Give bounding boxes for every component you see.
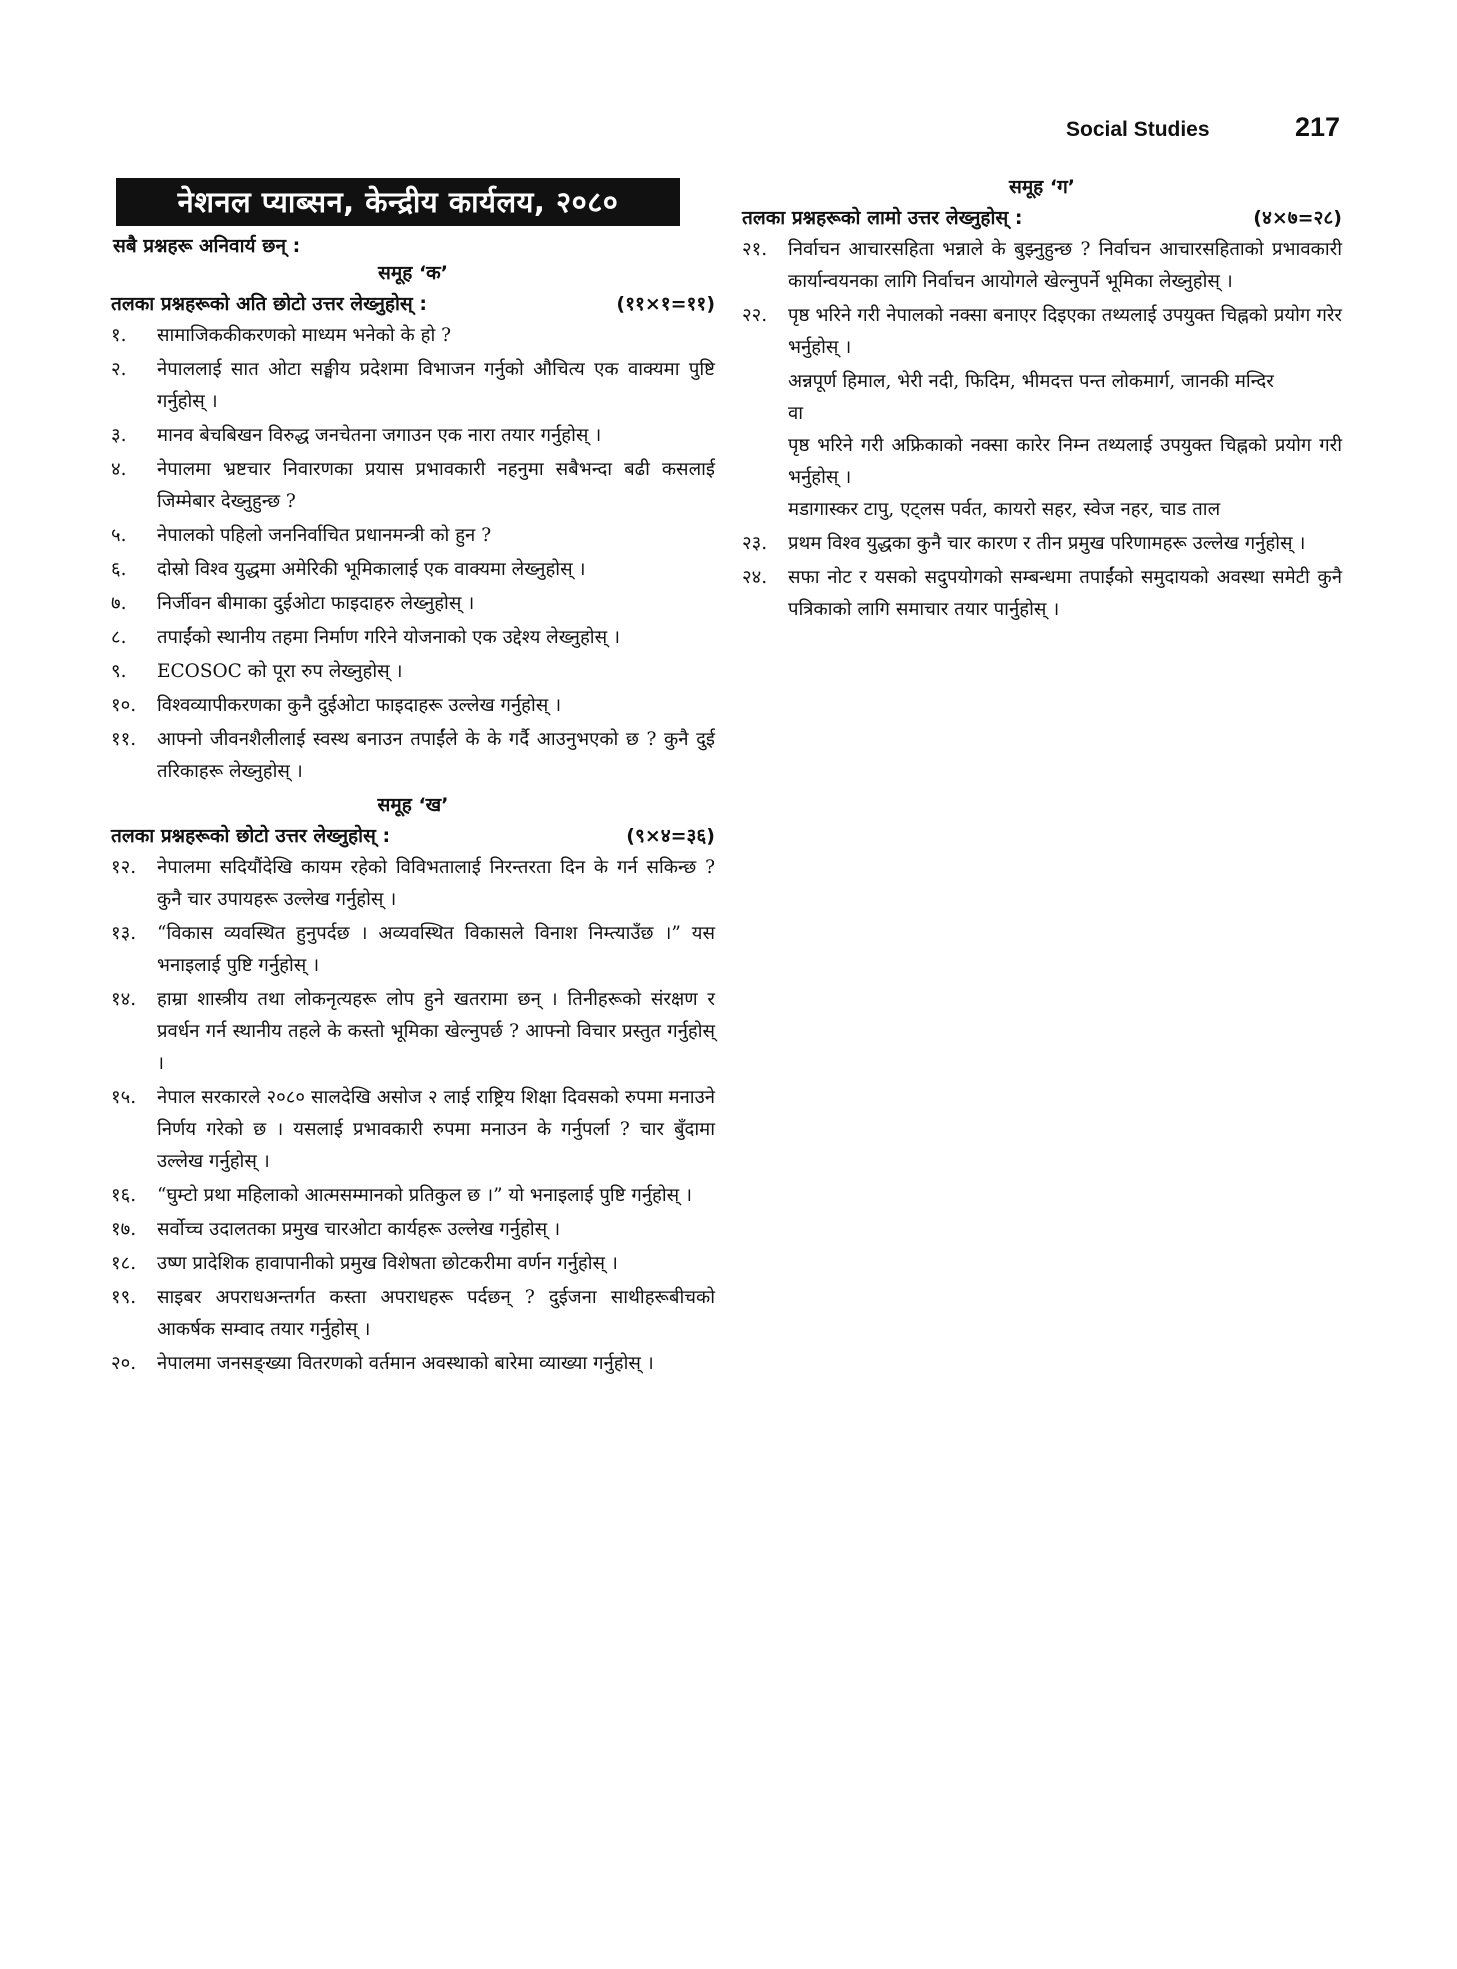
question-text: “विकास व्यवस्थित हुनुपर्दछ । अव्यवस्थित विकासले विनाश निम्त्याउँछ ।” यस भनाइलाई पुष्टि गर्नुहोस् । [157,923,715,976]
group-ga-instruction [742,202,1342,234]
question-number: ३. [111,425,127,446]
question-item [111,852,715,916]
question-item [111,1214,715,1246]
question-text: हाम्रा शास्त्रीय तथा लोकनृत्यहरू लोप हुने खतरामा छन् । तिनीहरूको संरक्षण र प्रवर्धन गर्न स्थानीय तहले के कस्तो भूमिका खेल्नुपर्छ ? आफ्नो विचार प्रस्तुत गर्नुहोस् । [157,989,715,1074]
question-number: १४. [111,989,137,1010]
question-item [742,528,1342,560]
question-text: “घुम्टो प्रथा महिलाको आत्मसम्मानको प्रतिकुल छ ।” यो भनाइलाई पुष्टि गर्नुहोस् । [157,1185,693,1206]
question-number: १६. [111,1185,137,1206]
or-separator: वा [788,403,804,424]
question-number: २३. [742,533,768,554]
right-column [742,178,1342,628]
question-text: निर्वाचन आचारसहिता भन्नाले के बुझ्नुहुन्छ ? निर्वाचन आचारसहिताको प्रभावकारी कार्यान्वयनका लागि निर्वाचन आयोगले खेल्नुपर्ने भूमिका लेख्नुहोस् । [788,239,1342,292]
question-item [742,300,1342,364]
question-text: नेपाल सरकारले २०८० सालदेखि असोज २ लाई राष्ट्रिय शिक्षा दिवसको रुपमा मनाउने निर्णय गरेको छ । यसलाई प्रभावकारी रुपमा मनाउन के गर्नुपर्ला ? चार बुँदामा उल्लेख गर्नुहोस् । [157,1087,715,1172]
group-kha-instruction [111,820,715,852]
question-text: नेपालमा सदियौंदेखि कायम रहेको विविभतालाई निरन्तरता दिन के गर्न सकिन्छ ? कुनै चार उपायहरू उल्लेख गर्नुहोस् । [157,857,715,910]
question-number: ९. [111,661,127,682]
question-text: निर्जीवन बीमाका दुईओटा फाइदाहरु लेख्नुहोस् । [157,593,475,614]
question-item [111,656,715,688]
question-number: २०. [111,1353,137,1374]
question-number: १९. [111,1287,137,1308]
question-item [742,562,1342,626]
question-item [111,354,715,418]
question-number: १८. [111,1253,137,1274]
question-text: उष्ण प्रादेशिक हावापानीको प्रमुख विशेषता छोटकरीमा वर्णन गर्नुहोस् । [157,1253,618,1274]
question-text: नेपालमा भ्रष्टचार निवारणका प्रयास प्रभावकारी नहनुमा सबैभन्दा बढी कसलाई जिम्मेबार देख्नुहुन्छ ? [157,459,715,512]
question-text: प्रथम विश्व युद्धका कुनै चार कारण र तीन प्रमुख परिणामहरू उल्लेख गर्नुहोस् । [788,533,1306,554]
exam-title-banner: नेशनल प्याब्सन, केन्द्रीय कार्यलय, २०८० [116,178,680,226]
question-number: २. [111,359,127,380]
instruction-text: तलका प्रश्नहरूको लामो उत्तर लेख्नुहोस् : [742,207,1023,229]
question-text: नेपालको पहिलो जननिर्वाचित प्रधानमन्त्री को हुन ? [157,525,492,546]
question-number: २१. [742,239,768,260]
question-number: १. [111,325,127,346]
group-ga-questions [742,234,1342,626]
instruction-text: तलका प्रश्नहरूको छोटो उत्तर लेख्नुहोस् : [111,825,391,847]
question-text: पृष्ठ भरिने गरी नेपालको नक्सा बनाएर दिइएका तथ्यलाई उपयुक्त चिह्नको प्रयोग गरेर भर्नुहोस् । [788,305,1342,358]
group-kha-questions [111,852,715,1380]
question-text: दोस्रो विश्व युद्धमा अमेरिकी भूमिकालाई एक वाक्यमा लेख्नुहोस् । [157,559,586,580]
question-item [111,622,715,654]
question-text: मानव बेचबिखन विरुद्ध जनचेतना जगाउन एक नारा तयार गर्नुहोस् । [157,425,602,446]
question-text: तपाईंको स्थानीय तहमा निर्माण गरिने योजनाको एक उद्देश्य लेख्नुहोस् । [157,627,620,648]
question-item [111,1282,715,1346]
question-item [111,520,715,552]
question-item [111,690,715,722]
question-number: १०. [111,695,137,716]
question-text: सामाजिककीकरणको माध्यम भनेको के हो ? [157,325,452,346]
group-ga-title: समूह ‘ग’ [1008,176,1076,198]
map-items: अन्नपूर्ण हिमाल, भेरी नदी, फिदिम, भीमदत्त पन्त लोकमार्ग, जानकी मन्दिर [788,371,1274,392]
question-number: १५. [111,1087,137,1108]
question-item [111,724,715,788]
question-number: १३. [111,923,137,944]
question-item [111,320,715,352]
question-number: १७. [111,1219,137,1240]
question-text: विश्वव्यापीकरणका कुनै दुईओटा फाइदाहरू उल्लेख गर्नुहोस् । [157,695,562,716]
question-item [111,984,715,1080]
question-text: साइबर अपराधअन्तर्गत कस्ता अपराधहरू पर्दछन् ? दुईजना साथीहरूबीचको आकर्षक सम्वाद तयार गर्नुहोस् । [157,1287,715,1340]
group-ka-questions [111,320,715,788]
alternative-map-items: मडागास्कर टापु, एट्लस पर्वत, कायरो सहर, स्वेज नहर, चाड ताल [788,499,1221,520]
question-number: ७. [111,593,127,614]
question-item [111,454,715,518]
question-number: १२. [111,857,137,878]
question-item [111,1348,715,1380]
group-kha-title: समूह ‘ख’ [377,794,449,816]
question-number: ८. [111,627,127,648]
question-text: सफा नोट र यसको सदुपयोगको सम्बन्धमा तपाईंको समुदायको अवस्था समेटी कुनै पत्रिकाको लागि समाचार तयार पार्नुहोस् । [788,567,1342,620]
question-text: ECOSOC को पूरा रुप लेख्नुहोस् । [157,661,403,682]
question-text: सर्वोच्च उदालतका प्रमुख चारओटा कार्यहरू उल्लेख गर्नुहोस् । [157,1219,561,1240]
question-item [111,918,715,982]
group-ka-instruction [111,288,715,320]
question-item [111,554,715,586]
question-item [111,588,715,620]
question-item [111,1082,715,1178]
question-item [111,1180,715,1212]
compulsory-note: सबै प्रश्नहरू अनिवार्य छन् : [113,235,301,257]
question-number: २२. [742,305,768,326]
question-text: नेपाललाई सात ओटा सङ्घीय प्रदेशमा विभाजन गर्नुको औचित्य एक वाक्यमा पुष्टि गर्नुहोस् । [157,359,715,412]
question-number: २४. [742,567,768,588]
question-number: ४. [111,459,127,480]
question-number: ५. [111,525,127,546]
marks-scheme: (९×४=३६) [626,825,715,847]
alternative-question-text: पृष्ठ भरिने गरी अफ्रिकाको नक्सा कारेर निम्न तथ्यलाई उपयुक्त चिह्नको प्रयोग गरी भर्नुहोस् । [788,435,1342,488]
running-head: Social Studies [1066,118,1210,141]
left-column [111,178,715,1382]
marks-scheme: (११×१=११) [616,293,715,315]
question-text: आफ्नो जीवनशैलीलाई स्वस्थ बनाउन तपाईंले के के गर्दै आउनुभएको छ ? कुनै दुई तरिकाहरू लेख्नुहोस् । [157,729,715,782]
instruction-text: तलका प्रश्नहरूको अति छोटो उत्तर लेख्नुहोस् : [111,293,427,315]
question-item [111,420,715,452]
question-number: ११. [111,729,137,750]
question-item [742,234,1342,298]
question-number: ६. [111,559,127,580]
question-item [111,1248,715,1280]
group-ka-title: समूह ‘क’ [378,262,448,284]
marks-scheme: (४×७=२८) [1253,207,1342,229]
question-text: नेपालमा जनसङ्ख्या वितरणको वर्तमान अवस्थाको बारेमा व्याख्या गर्नुहोस् । [157,1353,654,1374]
page-number: 217 [1295,112,1341,142]
